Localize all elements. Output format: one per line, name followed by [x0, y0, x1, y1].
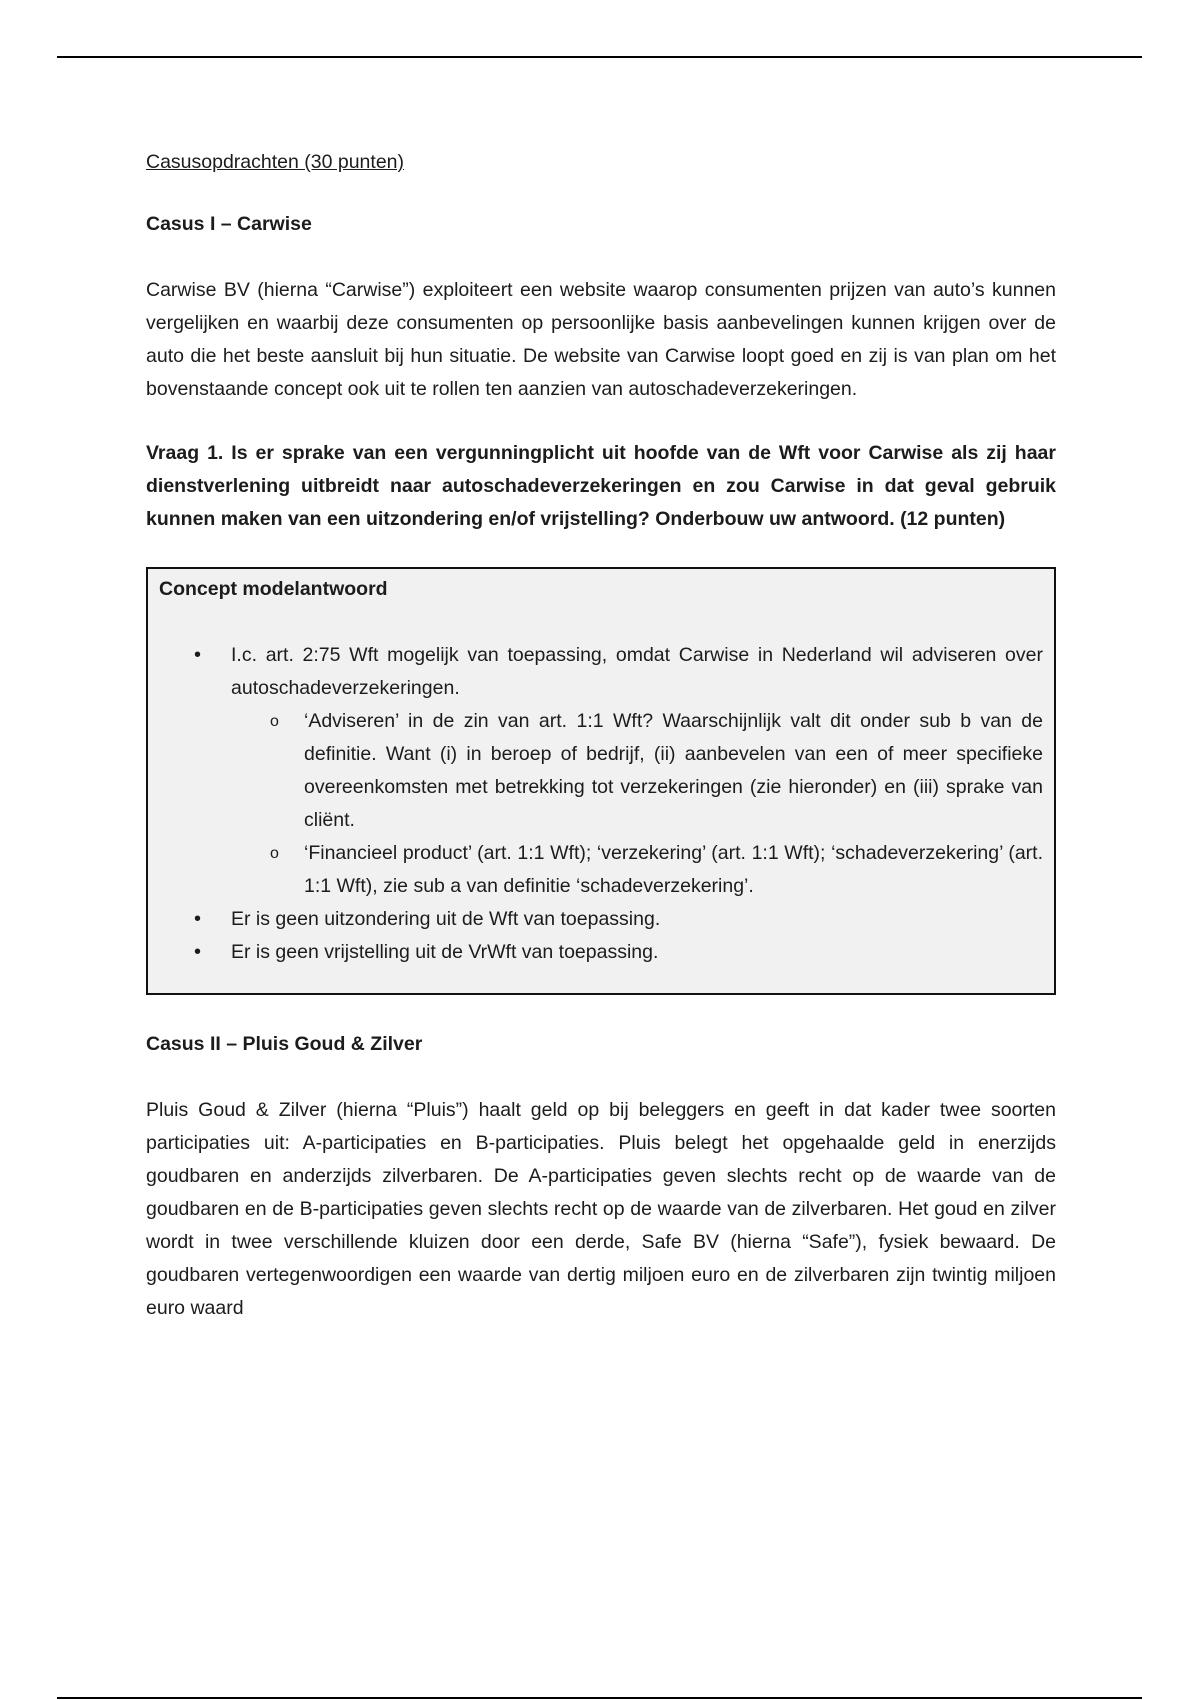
model-answer-box — [146, 567, 1056, 995]
footer-rule — [57, 1697, 1142, 1699]
casus-2-title: Casus II – Pluis Goud & Zilver — [146, 1033, 423, 1055]
bullet-text: • I.c. art. 2:75 Wft mogelijk van toepassing, omdat Carwise in Nederland wil adviseren over autoschadeverzekeringen. — [231, 644, 1043, 699]
list-item — [159, 639, 1043, 903]
list-item: • Er is geen vrijstelling uit de VrWft van toepassing. — [159, 936, 1043, 969]
model-answer-title: Concept modelantwoord — [159, 578, 388, 600]
sub-list-item: o ‘Financieel product’ (art. 1:1 Wft); ‘verzekering’ (art. 1:1 Wft); ‘schadeverzekering’ (art. 1:1 Wft), zie sub a van definitie ‘schadeverzekering’. — [231, 837, 1043, 903]
page-content — [146, 146, 1056, 1356]
list-item: • Er is geen uitzondering uit de Wft van toepassing. — [159, 903, 1043, 936]
casus-1-title: Casus I – Carwise — [146, 213, 312, 235]
casus-1-paragraph: Carwise BV (hierna “Carwise”) exploiteert een website waarop consumenten prijzen van auto’s kunnen vergelijken en waarbij deze consumenten op persoonlijke basis aanbevelingen kunnen krijgen over de auto die het beste aansluit bij hun situatie. De website van Carwise loopt goed en zij is van plan om het bovenstaande concept ook uit te rollen ten aanzien van autoschadeverzekeringen. — [146, 279, 1056, 400]
question-1: Vraag 1. Is er sprake van een vergunningplicht uit hoofde van de Wft voor Carwise als zij haar dienstverlening uitbreidt naar autoschadeverzekeringen en zou Carwise in dat geval gebruik kunnen maken van een uitzondering en/of vrijstelling? Onderbouw uw antwoord. (12 punten) — [146, 442, 1056, 530]
casus-2-paragraph: Pluis Goud & Zilver (hierna “Pluis”) haalt geld op bij beleggers en geeft in dat kader twee soorten participaties uit: A-participaties en B-participaties. Pluis belegt het opgehaalde geld in enerzijds goudbaren en anderzijds zilverbaren. De A-participaties geven slechts recht op de waarde van de goudbaren en de B-participaties geven slechts recht op de waarde van de zilverbaren. Het goud en zilver wordt in twee verschillende kluizen door een derde, Safe BV (hierna “Safe”), fysiek bewaard. De goudbaren vertegenwoordigen een waarde van dertig miljoen euro en de zilverbaren zijn twintig miljoen euro waard — [146, 1099, 1056, 1319]
header-rule — [57, 56, 1142, 58]
model-answer-list — [159, 639, 1043, 969]
sub-list — [231, 705, 1043, 903]
section-title: Casusopdrachten (30 punten) — [146, 151, 405, 173]
sub-list-item: o ‘Adviseren’ in de zin van art. 1:1 Wft? Waarschijnlijk valt dit onder sub b van de definitie. Want (i) in beroep of bedrijf, (ii) aanbevelen van een of meer specifieke overeenkomsten met betrekking tot verzekeringen (zie hieronder) en (iii) sprake van cliënt. — [231, 705, 1043, 837]
